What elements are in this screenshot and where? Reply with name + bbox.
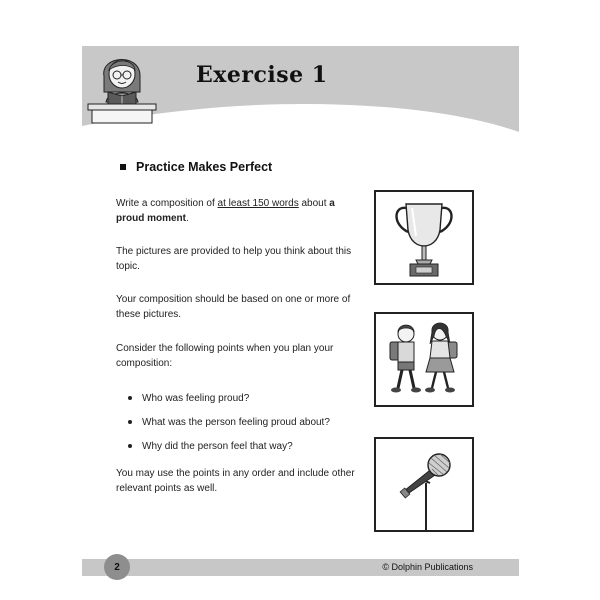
worksheet-page <box>82 46 519 576</box>
bullet-dot-icon <box>128 444 132 448</box>
point-text: Why did the person feel that way? <box>142 440 293 452</box>
p1-text-end: . <box>186 213 189 224</box>
guiding-points-list <box>128 386 368 458</box>
copyright-notice: © Dolphin Publications <box>382 562 473 572</box>
list-item <box>128 386 368 410</box>
girl-reading-icon <box>82 46 162 124</box>
microphone-icon <box>376 439 472 530</box>
instruction-paragraph-1 <box>116 196 356 226</box>
instruction-paragraph-5: You may use the points in any order and include other relevant points as well. <box>116 468 355 494</box>
picture-frame-children <box>374 312 474 407</box>
point-text: What was the person feeling proud about? <box>142 416 330 428</box>
instruction-paragraph-4: Consider the following points when you plan your composition: <box>116 343 334 369</box>
p1-text-start: Write a composition of <box>116 198 218 209</box>
picture-frame-microphone <box>374 437 474 532</box>
trophy-icon <box>376 192 472 283</box>
list-item <box>128 434 368 458</box>
footer-band <box>82 559 519 576</box>
composition-topic: a proud moment <box>116 198 335 224</box>
square-bullet-icon <box>120 164 126 170</box>
exercise-title: Exercise 1 <box>196 62 328 88</box>
instruction-paragraph-2: The pictures are provided to help you think about this topic. <box>116 246 352 272</box>
page-number-badge: 2 <box>104 554 130 580</box>
section-heading-text: Practice Makes Perfect <box>136 160 273 174</box>
children-walking-icon <box>376 314 472 405</box>
word-count-requirement: at least 150 words <box>217 198 299 209</box>
header <box>82 46 519 142</box>
bullet-dot-icon <box>128 396 132 400</box>
section-heading <box>120 160 272 174</box>
instruction-paragraph-3: Your composition should be based on one or more of these pictures. <box>116 294 351 320</box>
bullet-dot-icon <box>128 420 132 424</box>
list-item <box>128 410 368 434</box>
p1-text-middle: about <box>298 198 330 209</box>
point-text: Who was feeling proud? <box>142 392 250 404</box>
picture-frame-trophy <box>374 190 474 285</box>
